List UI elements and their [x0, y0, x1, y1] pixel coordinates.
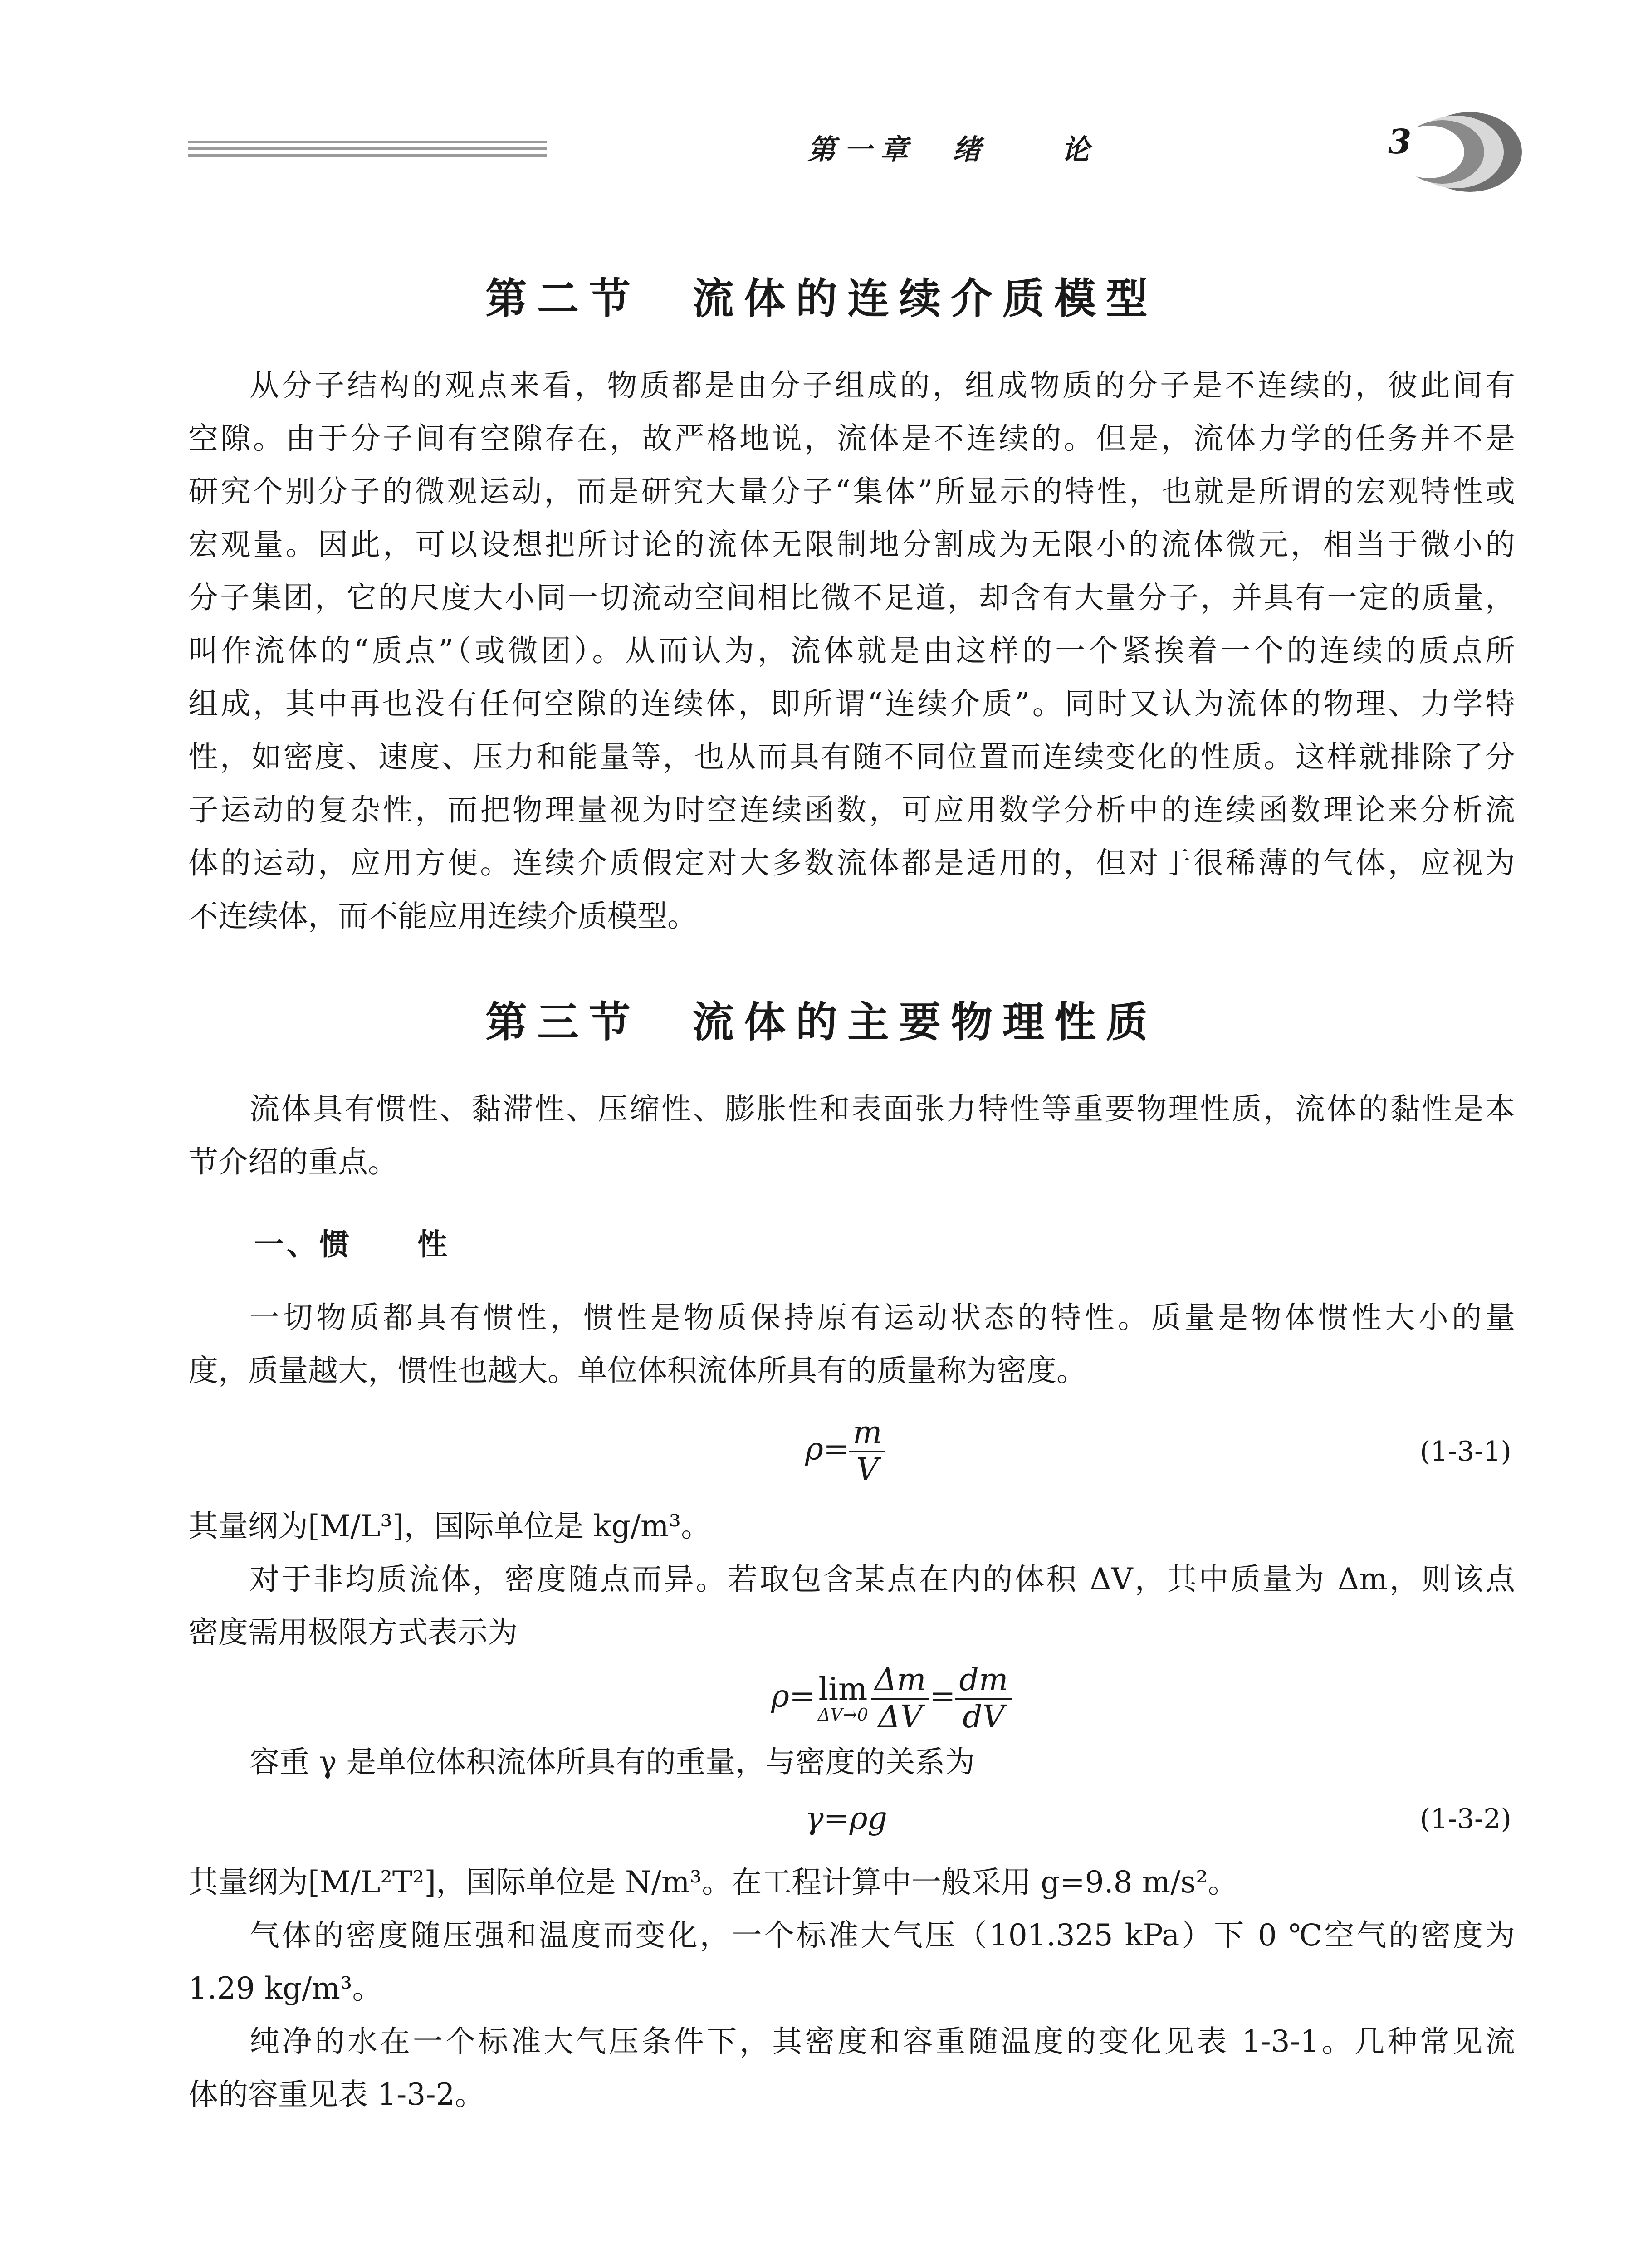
paragraph-line: 一切物质都具有惯性，惯性是物质保持原有运动状态的特性。质量是物体惯性大小的量 — [249, 1300, 1515, 1335]
fraction-denominator: ΔV — [878, 1699, 923, 1735]
fraction-numerator: Δm — [871, 1662, 930, 1700]
paragraph-line: 体的容重见表 1-3-2。 — [188, 2077, 485, 2112]
paragraph-line: 其量纲为[M/L²T²]，国际单位是 N/m³。在工程计算中一般采用 g=9.8 m/s²。 — [188, 1865, 1238, 1900]
paragraph-line: 宏观量。因此，可以设想把所讨论的流体无限制地分割成为无限小的流体微元，相当于微小的 — [188, 527, 1515, 562]
equation-number: (1-3-2) — [1420, 1803, 1511, 1835]
paragraph-line: 体的运动，应用方便。连续介质假定对大多数流体都是适用的，但对于很稀薄的气体，应视为 — [188, 846, 1515, 880]
paragraph-line: 子运动的复杂性，而把物理量视为时空连续函数，可应用数学分析中的连续函数理论来分析流 — [188, 792, 1515, 827]
section-title-physical-properties: 第三节 流体的主要物理性质 — [485, 997, 1158, 1046]
paragraph-line: 纯净的水在一个标准大气压条件下，其密度和容重随温度的变化见表 1-3-1。几种常见流 — [249, 2024, 1515, 2059]
page-number: 3 — [1388, 122, 1412, 161]
fraction-numerator: dm — [955, 1662, 1012, 1700]
fraction-denominator: V — [856, 1452, 879, 1488]
paragraph-line: 流体具有惯性、黏滞性、压缩性、膨胀性和表面张力特性等重要物理性质，流体的黏性是本 — [249, 1091, 1515, 1126]
paragraph-line: 其量纲为[M/L³]，国际单位是 kg/m³。 — [188, 1509, 711, 1544]
equation-density-limit — [771, 1662, 1012, 1735]
paragraph-line: 研究个别分子的微观运动，而是研究大量分子“集体”所显示的特性，也就是所谓的宏观特性或 — [188, 474, 1515, 509]
equation-specific-weight: γ=ρg — [805, 1801, 888, 1837]
equation-lhs: ρ= — [805, 1431, 849, 1467]
paragraph-line: 分子集团，它的尺度大小同一切流动空间相比微不足道，却含有大量分子，并具有一定的质量， — [188, 580, 1515, 615]
paragraph-line: 气体的密度随压强和温度而变化，一个标准大气压（101.325 kPa）下 0 ℃空气的密度为 — [249, 1918, 1515, 1953]
header-rule — [188, 141, 547, 161]
paragraph-line: 空隙。由于分子间有空隙存在，故严格地说，流体是不连续的。但是，流体力学的任务并不是 — [188, 421, 1515, 456]
equals-sign: = — [929, 1678, 956, 1715]
paragraph-line: 组成，其中再也没有任何空隙的连续体，即所谓“连续介质”。同时又认为流体的物理、力学特 — [188, 686, 1515, 721]
subsection-title-inertia: 一、惯 性 — [254, 1227, 450, 1262]
paragraph-line: 1.29 kg/m³。 — [188, 1971, 382, 2006]
fraction-denominator: dV — [963, 1699, 1005, 1735]
paragraph-line: 对于非均质流体，密度随点而异。若取包含某点在内的体积 ΔV，其中质量为 Δm，则该点 — [249, 1562, 1515, 1597]
running-header-chapter: 第一章 绪 论 — [807, 133, 1098, 166]
paragraph-line: 度，质量越大，惯性也越大。单位体积流体所具有的质量称为密度。 — [188, 1353, 1086, 1388]
fraction-numerator: m — [849, 1415, 885, 1452]
section-title-continuum-model: 第二节 流体的连续介质模型 — [485, 274, 1158, 323]
limit-operator: lim — [818, 1672, 868, 1707]
equation-density — [805, 1415, 885, 1488]
paragraph-line: 节介绍的重点。 — [188, 1144, 398, 1179]
paragraph-line: 叫作流体的“质点”（或微团）。从而认为，流体就是由这样的一个紧挨着一个的连续的质点所 — [188, 633, 1515, 668]
equation-number: (1-3-1) — [1420, 1436, 1511, 1467]
paragraph-line: 性，如密度、速度、压力和能量等，也从而具有随不同位置而连续变化的性质。这样就排除了分 — [188, 739, 1515, 774]
equation-lhs: ρ= — [771, 1678, 815, 1715]
limit-subscript: ΔV→0 — [817, 1705, 868, 1725]
paragraph-line: 容重 γ 是单位体积流体所具有的重量，与密度的关系为 — [249, 1745, 975, 1779]
paragraph-line: 不连续体，而不能应用连续介质模型。 — [188, 899, 697, 934]
paragraph-line: 从分子结构的观点来看，物质都是由分子组成的，组成物质的分子是不连续的，彼此间有 — [249, 368, 1515, 403]
paragraph-line: 密度需用极限方式表示为 — [188, 1615, 518, 1650]
